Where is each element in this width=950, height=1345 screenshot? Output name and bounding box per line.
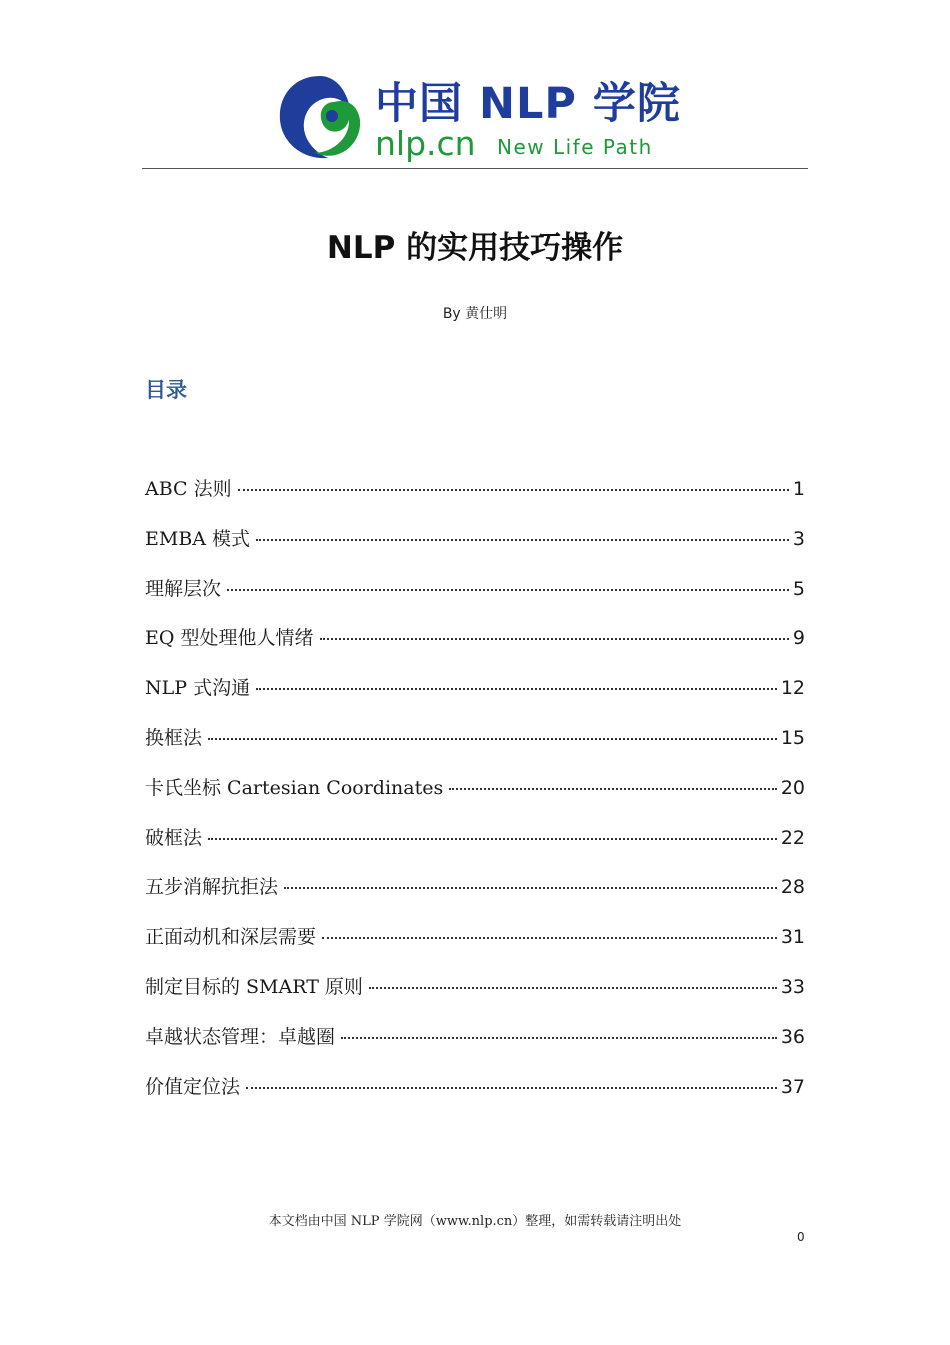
toc-entry[interactable] — [145, 872, 805, 922]
toc-dot-leader — [341, 1037, 777, 1039]
toc-entry-label: EQ 型处理他人情绪 — [145, 627, 314, 650]
toc-entry[interactable] — [145, 623, 805, 673]
toc-entry-page: 12 — [780, 677, 805, 700]
toc-heading: 目录 — [145, 378, 187, 402]
toc-entry-label: 价值定位法 — [145, 1075, 241, 1098]
toc-entry-label: ABC 法则 — [145, 478, 232, 500]
toc-entry-page: 20 — [780, 776, 805, 799]
toc-entry-page: 5 — [792, 577, 805, 600]
toc-dot-leader — [227, 589, 789, 591]
page-header — [0, 0, 950, 170]
toc-dot-leader — [369, 987, 777, 989]
footer-note: 本文档由中国 NLP 学院网（www.nlp.cn）整理，如需转载请注明出处 — [268, 1214, 682, 1229]
toc-entry-page: 36 — [780, 1025, 805, 1048]
toc-entry[interactable] — [145, 972, 805, 1022]
toc-entry-page: 15 — [780, 726, 805, 749]
toc-entry-label: 五步消解抗拒法 — [145, 876, 279, 899]
toc-dot-leader — [238, 489, 789, 491]
toc-entry[interactable] — [145, 773, 805, 823]
toc-entry[interactable] — [145, 474, 805, 524]
toc-dot-leader — [284, 887, 777, 889]
page-number: 0 — [797, 1230, 805, 1244]
toc-entry[interactable] — [145, 524, 805, 574]
toc-dot-leader — [322, 937, 777, 939]
toc-entry-page: 3 — [792, 527, 805, 550]
toc-entry-label: 破框法 — [145, 826, 203, 849]
author-byline: By 黄仕明 — [442, 306, 508, 322]
toc-entry-page: 37 — [780, 1075, 805, 1098]
toc-entry-label: NLP 式沟通 — [145, 677, 251, 700]
toc-entry-label: 制定目标的 SMART 原则 — [145, 975, 363, 998]
toc-entry-label: 正面动机和深层需要 — [145, 926, 317, 949]
toc-entry-label: 卓越状态管理：卓越圈 — [145, 1025, 336, 1048]
toc-entry-label: EMBA 模式 — [145, 527, 251, 550]
toc-entry[interactable] — [145, 823, 805, 873]
toc-entry[interactable] — [145, 574, 805, 624]
toc-entry-label: 换框法 — [145, 726, 203, 749]
toc-entry-page: 31 — [780, 926, 805, 949]
toc-dot-leader — [256, 539, 789, 541]
table-of-contents — [145, 474, 805, 1121]
logo-domain: nlp.cn — [375, 124, 476, 163]
logo-swirl-icon — [274, 72, 366, 164]
toc-entry-page: 9 — [792, 627, 805, 650]
toc-entry-page: 1 — [792, 478, 805, 500]
toc-dot-leader — [256, 688, 777, 690]
toc-entry-page: 22 — [780, 826, 805, 849]
toc-entry-page: 28 — [780, 876, 805, 899]
toc-entry[interactable] — [145, 1072, 805, 1122]
toc-entry[interactable] — [145, 723, 805, 773]
toc-dot-leader — [449, 788, 777, 790]
document-title: NLP 的实用技巧操作 — [326, 230, 624, 266]
logo-title: 中国 NLP 学院 — [375, 79, 681, 129]
toc-entry-page: 33 — [780, 975, 805, 998]
toc-entry[interactable] — [145, 922, 805, 972]
toc-entry-label: 理解层次 — [145, 577, 222, 600]
toc-dot-leader — [208, 838, 777, 840]
toc-dot-leader — [208, 738, 777, 740]
toc-entry[interactable] — [145, 1022, 805, 1072]
toc-entry-label: 卡氏坐标 Cartesian Coordinates — [145, 776, 444, 799]
toc-dot-leader — [320, 638, 789, 640]
header-divider — [142, 168, 808, 169]
toc-dot-leader — [246, 1087, 777, 1089]
toc-entry[interactable] — [145, 673, 805, 723]
logo-tagline: New Life Path — [497, 135, 653, 159]
